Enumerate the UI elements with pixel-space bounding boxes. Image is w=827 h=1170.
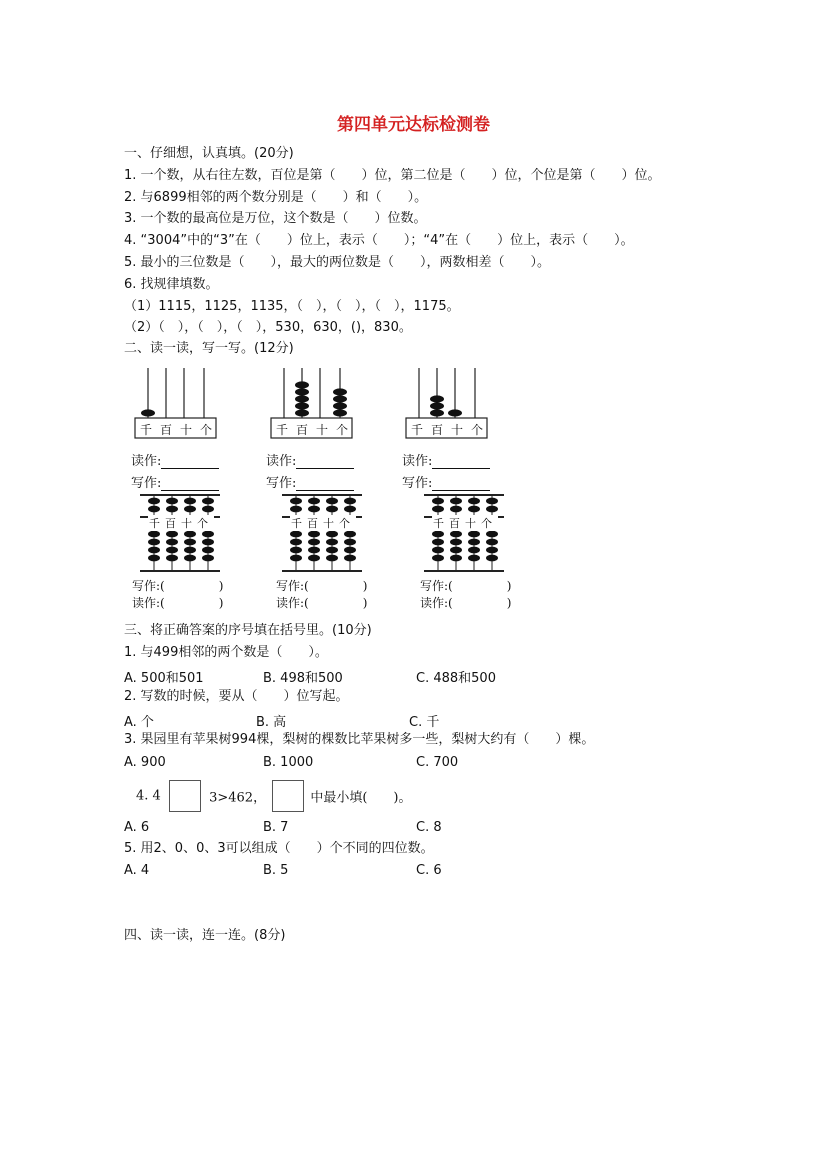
place-label-ones: 个 bbox=[336, 423, 357, 437]
question-1-5: 5. 最小的三位数是（ ），最大的两位数是（ ），两数相差（ ）。 bbox=[124, 255, 551, 270]
read-label: 读作:( bbox=[132, 596, 165, 610]
upper-bead bbox=[468, 498, 480, 505]
option-3-2-c[interactable]: C. 千 bbox=[409, 715, 440, 730]
read-answer-6 bbox=[420, 594, 511, 611]
upper-bead bbox=[184, 506, 196, 513]
counting-frame-beads bbox=[141, 409, 155, 416]
upper-bead bbox=[166, 506, 178, 513]
bead-abacus-3-graphic bbox=[424, 492, 506, 574]
option-3-2-a[interactable]: A. 个 bbox=[124, 715, 154, 730]
digit-box[interactable] bbox=[169, 780, 201, 812]
write-answer-2 bbox=[266, 472, 354, 491]
page-title: 第四单元达标检测卷 bbox=[337, 115, 490, 135]
place-label-ones: 个 bbox=[339, 517, 355, 530]
counting-frame-rods bbox=[284, 368, 340, 418]
place-label-ones: 个 bbox=[471, 423, 492, 437]
lower-bead bbox=[450, 547, 462, 554]
write-label: 写作:( bbox=[276, 579, 309, 593]
lower-bead bbox=[148, 547, 160, 554]
lower-bead bbox=[290, 531, 302, 538]
bead-abacus-frame bbox=[140, 495, 220, 571]
place-label-tens: 十 bbox=[451, 423, 472, 437]
lower-bead bbox=[308, 531, 320, 538]
place-label-thousands: 千 bbox=[291, 517, 307, 530]
upper-bead bbox=[308, 498, 320, 505]
digit-box[interactable] bbox=[272, 780, 304, 812]
bead-abacus-2-graphic bbox=[282, 492, 364, 574]
lower-bead bbox=[326, 531, 338, 538]
bead bbox=[295, 402, 309, 409]
answer-line[interactable] bbox=[296, 456, 354, 469]
lower-bead bbox=[344, 531, 356, 538]
question-1-6: 6. 找规律填数。 bbox=[124, 277, 219, 292]
read-answer-2 bbox=[266, 450, 354, 469]
option-3-5-c[interactable]: C. 6 bbox=[416, 863, 442, 878]
bead bbox=[295, 388, 309, 395]
lower-bead bbox=[148, 531, 160, 538]
bead bbox=[333, 388, 347, 395]
bead bbox=[333, 402, 347, 409]
counting-frame-beads bbox=[295, 381, 347, 416]
option-3-2-b[interactable]: B. 高 bbox=[256, 715, 287, 730]
answer-line[interactable] bbox=[296, 478, 354, 491]
counting-frame-beads bbox=[430, 395, 462, 416]
question-3-3: 3. 果园里有苹果树994棵，梨树的棵数比苹果树多一些，梨树大约有（ ）棵。 bbox=[124, 732, 595, 747]
write-answer-4 bbox=[132, 577, 223, 594]
write-label: 写作: bbox=[131, 476, 162, 491]
question-1-3: 3. 一个数的最高位是万位，这个数是（ ）位数。 bbox=[124, 211, 427, 226]
place-label-tens: 十 bbox=[323, 517, 339, 530]
place-label-thousands: 千 bbox=[433, 517, 449, 530]
lower-bead bbox=[166, 531, 178, 538]
upper-bead bbox=[344, 506, 356, 513]
upper-bead bbox=[202, 498, 214, 505]
bead bbox=[430, 402, 444, 409]
write-answer-5 bbox=[276, 577, 367, 594]
upper-bead bbox=[184, 498, 196, 505]
option-3-3-c[interactable]: C. 700 bbox=[416, 755, 459, 770]
place-label-hundreds: 百 bbox=[296, 423, 317, 437]
bead-abacus-1 bbox=[140, 492, 222, 574]
option-3-3-b[interactable]: B. 1000 bbox=[263, 755, 314, 770]
place-label-hundreds: 百 bbox=[165, 517, 181, 530]
read-label: 读作: bbox=[402, 454, 433, 469]
lower-bead bbox=[450, 531, 462, 538]
bead-abacus-1-graphic bbox=[140, 492, 222, 574]
lower-bead bbox=[450, 539, 462, 546]
place-label-hundreds: 百 bbox=[449, 517, 465, 530]
place-label-hundreds: 百 bbox=[160, 423, 181, 437]
place-label-ones: 个 bbox=[200, 423, 221, 437]
upper-bead bbox=[344, 498, 356, 505]
lower-bead bbox=[486, 547, 498, 554]
close-paren: ) bbox=[362, 579, 368, 593]
read-label: 读作: bbox=[266, 454, 297, 469]
lower-bead bbox=[184, 547, 196, 554]
lower-bead bbox=[148, 555, 160, 562]
upper-bead bbox=[486, 506, 498, 513]
option-3-5-b[interactable]: B. 5 bbox=[263, 863, 289, 878]
read-answer-3 bbox=[402, 450, 490, 469]
place-label-hundreds: 百 bbox=[431, 423, 452, 437]
read-label: 读作:( bbox=[276, 596, 309, 610]
question-3-4-middle: 3>462， bbox=[209, 790, 267, 806]
lower-bead bbox=[432, 539, 444, 546]
question-3-4 bbox=[136, 780, 412, 812]
counting-frame-3 bbox=[405, 368, 495, 442]
lower-bead bbox=[486, 555, 498, 562]
lower-bead bbox=[326, 539, 338, 546]
upper-bead bbox=[326, 498, 338, 505]
question-3-1: 1. 与499相邻的两个数是（ ）。 bbox=[124, 645, 328, 660]
place-label-ones: 个 bbox=[481, 517, 497, 530]
question-3-2: 2. 写数的时候，要从（ ）位写起。 bbox=[124, 689, 349, 704]
bead bbox=[448, 409, 462, 416]
counting-frame-2 bbox=[270, 368, 360, 442]
place-label-ones: 个 bbox=[197, 517, 213, 530]
read-answer-1 bbox=[131, 450, 219, 469]
lower-bead bbox=[308, 547, 320, 554]
upper-bead bbox=[308, 506, 320, 513]
lower-bead bbox=[184, 539, 196, 546]
lower-bead bbox=[450, 555, 462, 562]
upper-bead bbox=[148, 498, 160, 505]
lower-bead bbox=[432, 555, 444, 562]
close-paren: ) bbox=[506, 579, 512, 593]
write-label: 写作: bbox=[402, 476, 433, 491]
section-2-heading: 二、读一读，写一写。(12分) bbox=[124, 341, 294, 356]
write-answer-1 bbox=[131, 472, 219, 491]
bead bbox=[333, 395, 347, 402]
place-label-tens: 十 bbox=[316, 423, 337, 437]
write-label: 写作: bbox=[266, 476, 297, 491]
lower-bead bbox=[468, 539, 480, 546]
lower-bead bbox=[308, 539, 320, 546]
lower-bead bbox=[468, 531, 480, 538]
read-answer-5 bbox=[276, 594, 367, 611]
option-3-4-b[interactable]: B. 7 bbox=[263, 820, 289, 835]
lower-bead bbox=[290, 555, 302, 562]
upper-bead bbox=[468, 506, 480, 513]
question-1-4: 4. “3004”中的“3”在（ ）位上，表示（ ）；“4”在（ ）位上，表示（ ）。 bbox=[124, 233, 634, 248]
close-paren: ) bbox=[218, 596, 224, 610]
lower-bead bbox=[468, 547, 480, 554]
lower-bead bbox=[202, 555, 214, 562]
bead-abacus-3 bbox=[424, 492, 506, 574]
question-1-1: 1. 一个数，从右往左数，百位是第（ ）位，第二位是（ ）位，个位是第（ ）位。 bbox=[124, 168, 661, 183]
bead bbox=[430, 409, 444, 416]
write-answer-6 bbox=[420, 577, 511, 594]
upper-bead bbox=[326, 506, 338, 513]
lower-bead bbox=[202, 531, 214, 538]
upper-bead bbox=[486, 498, 498, 505]
read-answer-4 bbox=[132, 594, 223, 611]
option-3-5-a[interactable]: A. 4 bbox=[124, 863, 150, 878]
place-label-thousands: 千 bbox=[276, 423, 297, 437]
lower-bead bbox=[308, 555, 320, 562]
lower-bead bbox=[468, 555, 480, 562]
lower-bead bbox=[344, 547, 356, 554]
lower-bead bbox=[432, 531, 444, 538]
option-3-1-a[interactable]: A. 500和501 bbox=[124, 671, 204, 686]
lower-bead bbox=[166, 555, 178, 562]
option-3-4-a[interactable]: A. 6 bbox=[124, 820, 150, 835]
bead bbox=[141, 409, 155, 416]
lower-bead bbox=[326, 547, 338, 554]
place-label-tens: 十 bbox=[180, 423, 201, 437]
bead bbox=[430, 395, 444, 402]
write-label: 写作:( bbox=[132, 579, 165, 593]
lower-bead bbox=[486, 539, 498, 546]
lower-bead bbox=[166, 547, 178, 554]
counting-frame-rods bbox=[148, 368, 204, 418]
section-4-heading: 四、读一读，连一连。(8分) bbox=[124, 928, 286, 943]
place-label-tens: 十 bbox=[465, 517, 481, 530]
upper-bead bbox=[148, 506, 160, 513]
lower-bead bbox=[344, 539, 356, 546]
bead-abacus-frame bbox=[424, 495, 504, 571]
lower-bead bbox=[166, 539, 178, 546]
section-3-heading: 三、将正确答案的序号填在括号里。(10分) bbox=[124, 623, 372, 638]
lower-bead bbox=[326, 555, 338, 562]
lower-bead bbox=[184, 531, 196, 538]
section-1-heading: 一、仔细想，认真填。(20分) bbox=[124, 146, 294, 161]
question-1-6-part-2: （2）（ ），（ ），（ ），530，630，()，830。 bbox=[124, 320, 412, 335]
lower-bead bbox=[202, 539, 214, 546]
bead bbox=[295, 381, 309, 388]
upper-bead bbox=[432, 498, 444, 505]
write-answer-3 bbox=[402, 472, 490, 491]
option-3-1-b[interactable]: B. 498和500 bbox=[263, 671, 343, 686]
lower-bead bbox=[148, 539, 160, 546]
bead bbox=[295, 409, 309, 416]
bead bbox=[295, 395, 309, 402]
question-3-4-suffix: 中最小填( )。 bbox=[310, 790, 412, 806]
close-paren: ) bbox=[218, 579, 224, 593]
answer-line[interactable] bbox=[161, 478, 219, 491]
answer-line[interactable] bbox=[432, 478, 490, 491]
question-3-5: 5. 用2、0、0、3可以组成（ ）个不同的四位数。 bbox=[124, 841, 434, 856]
lower-bead bbox=[290, 539, 302, 546]
upper-bead bbox=[290, 506, 302, 513]
option-3-3-a[interactable]: A. 900 bbox=[124, 755, 166, 770]
answer-line[interactable] bbox=[161, 456, 219, 469]
lower-bead bbox=[344, 555, 356, 562]
place-label-thousands: 千 bbox=[411, 423, 432, 437]
bead-abacus-2 bbox=[282, 492, 364, 574]
place-label-thousands: 千 bbox=[140, 423, 161, 437]
bead-abacus-frame bbox=[282, 495, 362, 571]
place-label-thousands: 千 bbox=[149, 517, 165, 530]
place-label-hundreds: 百 bbox=[307, 517, 323, 530]
read-label: 读作: bbox=[131, 454, 162, 469]
lower-bead bbox=[432, 547, 444, 554]
upper-bead bbox=[166, 498, 178, 505]
lower-bead bbox=[202, 547, 214, 554]
question-1-2: 2. 与6899相邻的两个数分别是（ ）和（ ）。 bbox=[124, 190, 428, 205]
read-label: 读作:( bbox=[420, 596, 453, 610]
upper-bead bbox=[450, 498, 462, 505]
close-paren: ) bbox=[506, 596, 512, 610]
option-3-1-c[interactable]: C. 488和500 bbox=[416, 671, 496, 686]
upper-bead bbox=[432, 506, 444, 513]
question-1-6-part-1: （1）1115，1125，1135，（ ），（ ），（ ），1175。 bbox=[124, 299, 460, 314]
write-label: 写作:( bbox=[420, 579, 453, 593]
counting-frame-rods bbox=[419, 368, 475, 418]
option-3-4-c[interactable]: C. 8 bbox=[416, 820, 442, 835]
close-paren: ) bbox=[362, 596, 368, 610]
lower-bead bbox=[184, 555, 196, 562]
place-label-tens: 十 bbox=[181, 517, 197, 530]
upper-bead bbox=[450, 506, 462, 513]
upper-bead bbox=[202, 506, 214, 513]
question-3-4-prefix: 4. 4 bbox=[136, 788, 161, 804]
answer-line[interactable] bbox=[432, 456, 490, 469]
upper-bead bbox=[290, 498, 302, 505]
counting-frame-1 bbox=[134, 368, 224, 442]
bead bbox=[333, 409, 347, 416]
lower-bead bbox=[290, 547, 302, 554]
lower-bead bbox=[486, 531, 498, 538]
